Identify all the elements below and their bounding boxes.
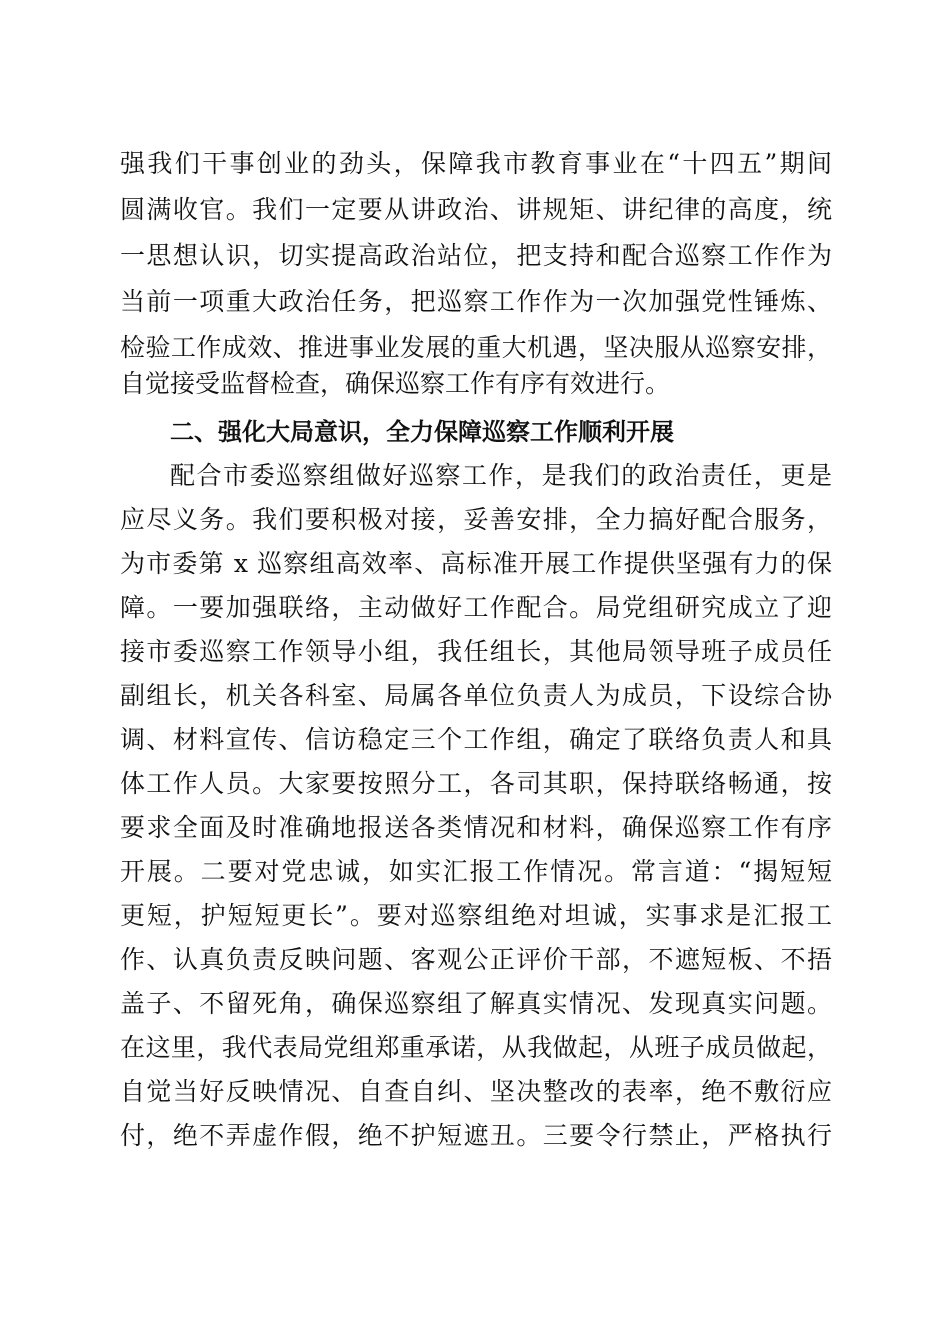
paragraph-2-line-10: 开展。二要对党忠诚，如实汇报工作情况。常言道：“揭短短 <box>120 857 832 886</box>
paragraph-2-line-11: 更短，护短短更长”。要对巡察组绝对坦诚，实事求是汇报工 <box>120 901 832 930</box>
paragraph-1-line-6: 自觉接受监督检查，确保巡察工作有序有效进行。 <box>120 369 671 398</box>
section-heading: 二、强化大局意识，全力保障巡察工作顺利开展 <box>170 418 674 446</box>
paragraph-2-line-3: 为市委第 x 巡察组高效率、高标准开展工作提供坚强有力的保 <box>120 549 832 578</box>
paragraph-2-line-13: 盖子、不留死角，确保巡察组了解真实情况、发现真实问题。 <box>120 989 832 1018</box>
paragraph-2-line-5: 接市委巡察工作领导小组，我任组长，其他局领导班子成员任 <box>120 637 832 666</box>
paragraph-1-line-1: 强我们干事创业的劲头，保障我市教育事业在“十四五”期间 <box>120 149 832 178</box>
paragraph-2-line-15: 自觉当好反映情况、自查自纠、坚决整改的表率，绝不敷衍应 <box>120 1077 832 1106</box>
paragraph-2-line-12: 作、认真负责反映问题、客观公正评价干部，不遮短板、不捂 <box>120 945 832 974</box>
paragraph-2-line-8: 体工作人员。大家要按照分工，各司其职，保持联络畅通，按 <box>120 769 832 798</box>
paragraph-2-line-14: 在这里，我代表局党组郑重承诺，从我做起，从班子成员做起， <box>120 1033 832 1062</box>
paragraph-1-line-3: 一思想认识，切实提高政治站位，把支持和配合巡察工作作为 <box>120 241 832 270</box>
paragraph-1-line-5: 检验工作成效、推进事业发展的重大机遇，坚决服从巡察安排， <box>120 333 832 362</box>
paragraph-2-line-9: 要求全面及时准确地报送各类情况和材料，确保巡察工作有序 <box>120 813 832 842</box>
paragraph-2-line-2: 应尽义务。我们要积极对接，妥善安排，全力搞好配合服务， <box>120 505 832 534</box>
paragraph-2-line-16: 付，绝不弄虚作假，绝不护短遮丑。三要令行禁止，严格执行 <box>120 1121 832 1150</box>
paragraph-1-line-4: 当前一项重大政治任务，把巡察工作作为一次加强党性锤炼、 <box>120 287 832 316</box>
paragraph-1-line-2: 圆满收官。我们一定要从讲政治、讲规矩、讲纪律的高度，统 <box>120 195 832 224</box>
paragraph-2-line-6: 副组长，机关各科室、局属各单位负责人为成员，下设综合协 <box>120 681 832 710</box>
paragraph-2-line-7: 调、材料宣传、信访稳定三个工作组，确定了联络负责人和具 <box>120 725 832 754</box>
paragraph-2-line-4: 障。一要加强联络，主动做好工作配合。局党组研究成立了迎 <box>120 593 832 622</box>
paragraph-2-line-1: 配合市委巡察组做好巡察工作，是我们的政治责任，更是 <box>170 461 832 490</box>
